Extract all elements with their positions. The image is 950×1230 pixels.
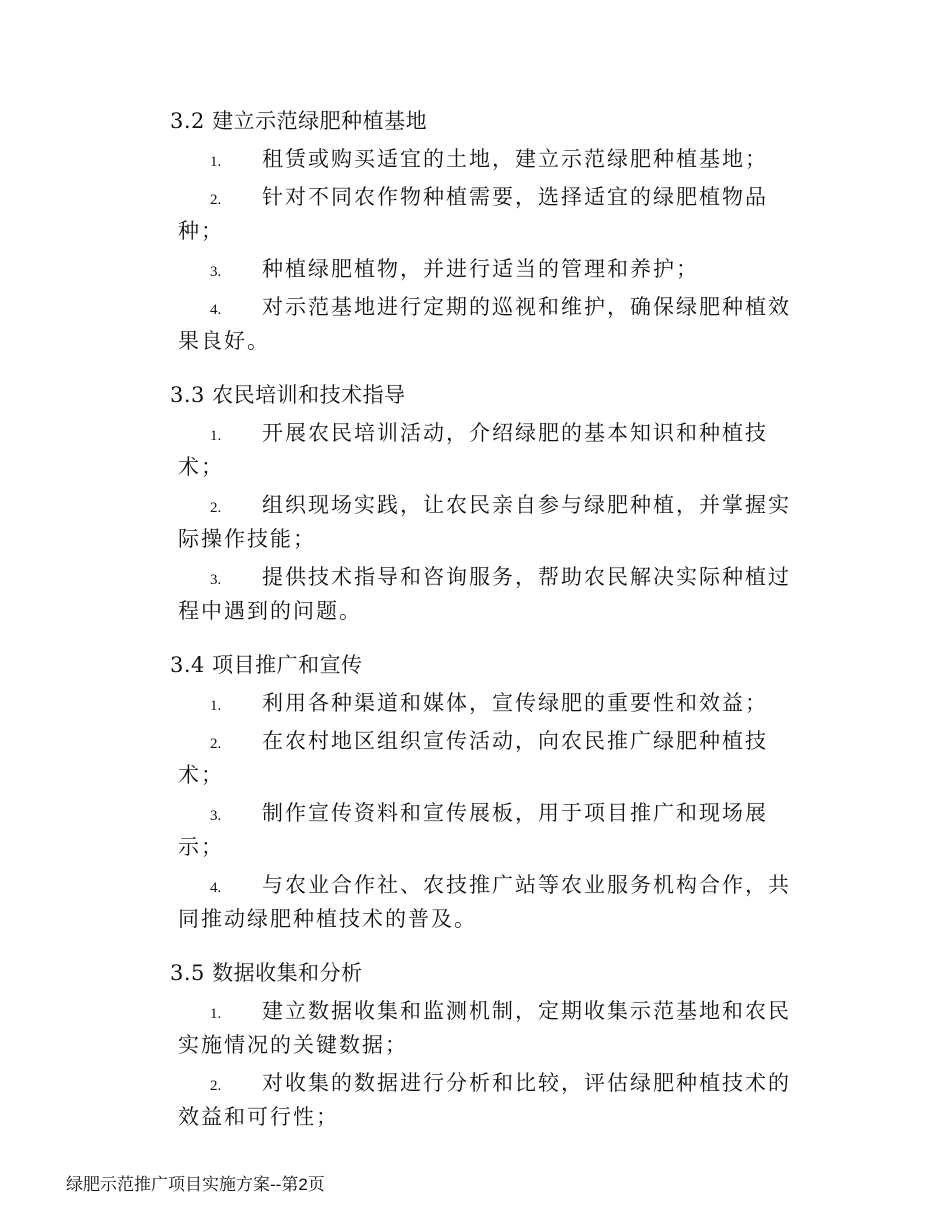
section-heading: 3.4 项目推广和宣传: [170, 653, 363, 677]
item-text: 在农村地区组织宣传活动，向农民推广绿肥种植技术；: [178, 729, 768, 787]
item-number: 3.: [210, 264, 222, 280]
item-number: 2.: [210, 1078, 222, 1094]
list-item: [178, 416, 800, 484]
item-text: 开展农民培训活动，介绍绿肥的基本知识和种植技术；: [178, 421, 768, 479]
item-number: 2.: [210, 500, 222, 516]
list-item: [178, 488, 800, 556]
item-number: 4.: [210, 880, 222, 896]
section-3-5: [170, 956, 800, 1134]
list-item: [178, 686, 800, 720]
section-heading: 3.3 农民培训和技术指导: [170, 383, 406, 407]
section-heading: 3.2 建立示范绿肥种植基地: [170, 109, 428, 133]
item-text: 租赁或购买适宜的土地，建立示范绿肥种植基地；: [262, 147, 768, 171]
list-item: [178, 180, 800, 248]
section-3-4: [170, 648, 800, 936]
item-number: 4.: [210, 302, 222, 318]
item-number: 2.: [210, 192, 222, 208]
list-item: [178, 560, 800, 628]
section-3-2: [170, 104, 800, 358]
list-item: [178, 142, 800, 176]
list-item: [178, 1066, 800, 1134]
item-number: 3.: [210, 808, 222, 824]
item-number: 1.: [210, 154, 222, 170]
item-text: 组织现场实践，让农民亲自参与绿肥种植，并掌握实际操作技能；: [178, 493, 791, 551]
item-text: 对收集的数据进行分析和比较，评估绿肥种植技术的效益和可行性；: [178, 1071, 791, 1129]
item-number: 1.: [210, 1006, 222, 1022]
item-number: 3.: [210, 572, 222, 588]
list-item: [178, 868, 800, 936]
list-item: [178, 724, 800, 792]
list-item: [178, 252, 800, 286]
item-number: 1.: [210, 428, 222, 444]
item-text: 种植绿肥植物，并进行适当的管理和养护；: [262, 257, 699, 281]
list-item: [178, 290, 800, 358]
item-text: 提供技术指导和咨询服务，帮助农民解决实际种植过程中遇到的问题。: [178, 565, 791, 623]
page-footer: 绿肥示范推广项目实施方案--第2页: [66, 1175, 325, 1194]
item-text: 针对不同农作物种植需要，选择适宜的绿肥植物品种；: [178, 185, 768, 243]
item-text: 对示范基地进行定期的巡视和维护，确保绿肥种植效果良好。: [178, 295, 791, 353]
document-body: [170, 104, 800, 1154]
item-number: 1.: [210, 698, 222, 714]
item-text: 制作宣传资料和宣传展板，用于项目推广和现场展示；: [178, 801, 768, 859]
item-text: 与农业合作社、农技推广站等农业服务机构合作，共同推动绿肥种植技术的普及。: [178, 873, 791, 931]
item-text: 建立数据收集和监测机制，定期收集示范基地和农民实施情况的关键数据；: [178, 999, 791, 1057]
list-item: [178, 994, 800, 1062]
item-text: 利用各种渠道和媒体，宣传绿肥的重要性和效益；: [262, 691, 768, 715]
section-heading: 3.5 数据收集和分析: [170, 961, 363, 985]
item-number: 2.: [210, 736, 222, 752]
list-item: [178, 796, 800, 864]
section-3-3: [170, 378, 800, 628]
